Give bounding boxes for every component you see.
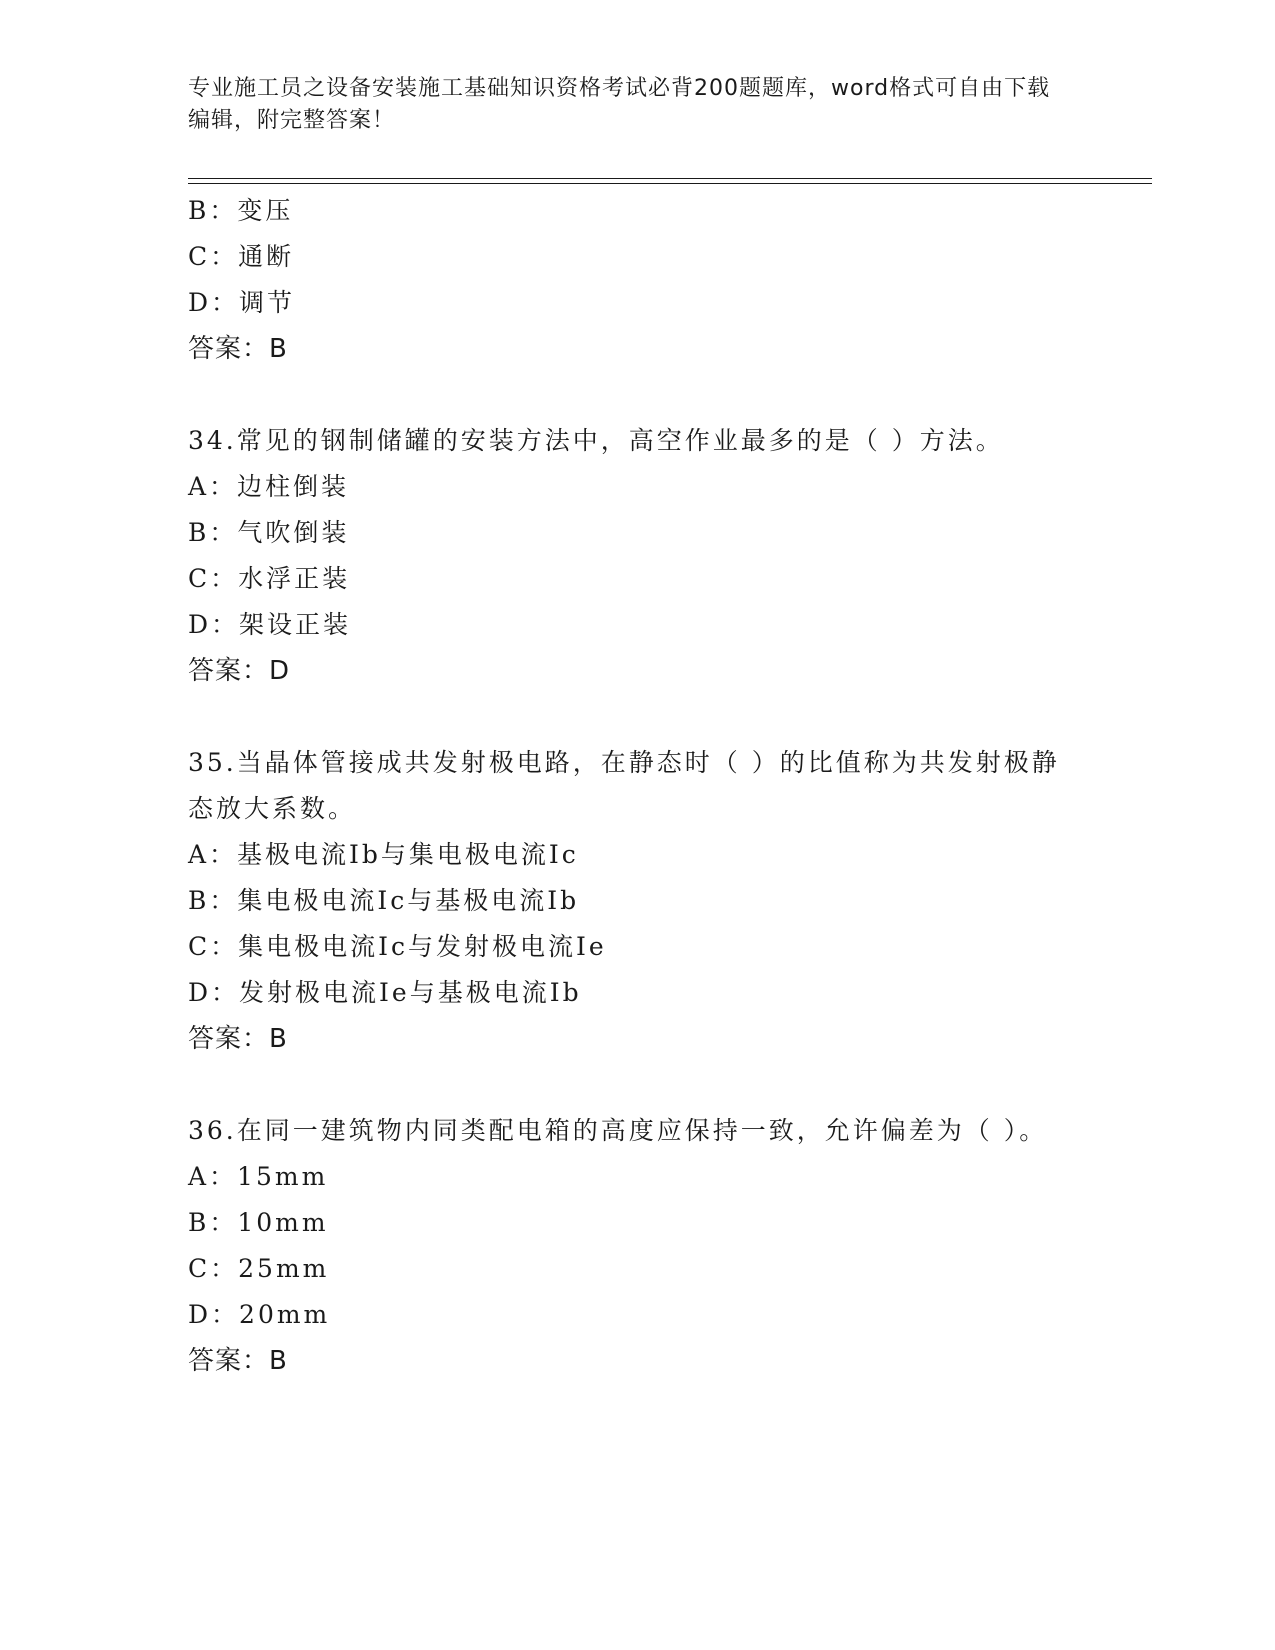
spacer <box>188 1062 1068 1108</box>
question-stem: 36.在同一建筑物内同类配电箱的高度应保持一致，允许偏差为（ ）。 <box>188 1116 1048 1145</box>
option-c: C：25mm <box>188 1254 330 1283</box>
option-a: A：基极电流Ib与集电极电流Ic <box>188 840 579 869</box>
document-header: 专业施工员之设备安装施工基础知识资格考试必背200题题库，word格式可自由下载编辑，附完整答案！ <box>188 76 1051 133</box>
option-d: D：架设正装 <box>188 610 352 639</box>
document-body <box>188 188 1068 1384</box>
spacer <box>188 372 1068 418</box>
header-divider-top <box>188 178 1152 179</box>
answer-line: 答案：D <box>188 656 291 686</box>
option-b: B：变压 <box>188 196 294 225</box>
option-b: B：集电极电流Ic与基极电流Ib <box>188 886 580 915</box>
carryover-block <box>188 188 1068 372</box>
option-b: B：气吹倒装 <box>188 518 350 547</box>
option-a: A：15mm <box>188 1162 329 1191</box>
option-c: C：水浮正装 <box>188 564 351 593</box>
header-divider-bottom <box>188 183 1152 184</box>
option-b: B：10mm <box>188 1208 329 1237</box>
option-c: C：集电极电流Ic与发射极电流Ie <box>188 932 607 961</box>
question-36 <box>188 1108 1068 1384</box>
question-stem: 34.常见的钢制储罐的安装方法中，高空作业最多的是（ ）方法。 <box>188 426 1004 455</box>
option-d: D：发射极电流Ie与基极电流Ib <box>188 978 582 1007</box>
option-c: C：通断 <box>188 242 295 271</box>
answer-line: 答案：B <box>188 334 288 364</box>
option-d: D：调节 <box>188 288 296 317</box>
option-a: A：边柱倒装 <box>188 472 350 501</box>
question-stem: 35.当晶体管接成共发射极电路，在静态时（ ）的比值称为共发射极静态放大系数。 <box>188 748 1060 823</box>
answer-line: 答案：B <box>188 1346 288 1376</box>
question-35 <box>188 740 1068 1062</box>
question-34 <box>188 418 1068 694</box>
answer-line: 答案：B <box>188 1024 288 1054</box>
option-d: D：20mm <box>188 1300 331 1329</box>
spacer <box>188 694 1068 740</box>
